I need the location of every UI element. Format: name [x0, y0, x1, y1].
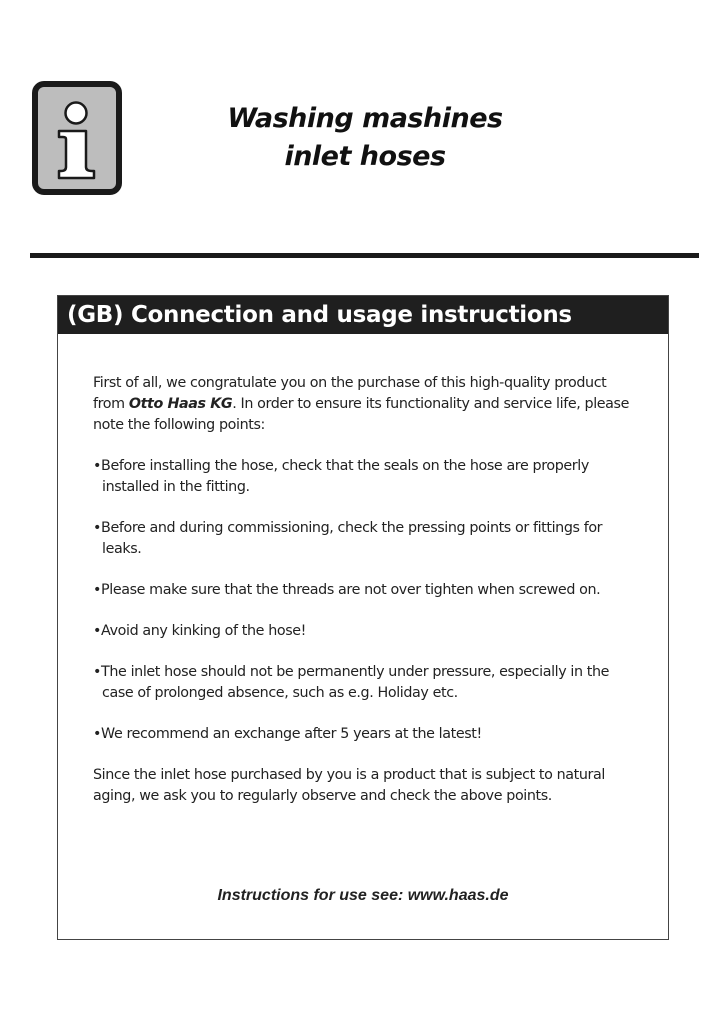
closing-paragraph: Since the inlet hose purchased by you is a product that is subject to natural aging, we ask you to regularly observe and check the above points. [93, 767, 605, 804]
list-item: • Avoid any kinking of the hose! [93, 621, 638, 642]
header-divider [30, 253, 699, 258]
list-item: • Please make sure that the threads are not over tighten when screwed on. [93, 580, 638, 601]
list-item: • Before installing the hose, check that the seals on the hose are properly installed in the fitting. [93, 456, 638, 498]
intro-text-continued: . In order to ensure its functionality and service life, please note the following points: [93, 396, 629, 433]
title-line-1: Washing mashines [227, 103, 503, 134]
title-line-2: inlet hoses [284, 141, 446, 172]
instructions-box [57, 295, 669, 940]
intro-text: First of all, we congratulate you on the purchase of this high-quality product from [93, 375, 607, 412]
document-title [200, 100, 530, 176]
info-icon [32, 81, 122, 195]
instruction-list [93, 456, 638, 745]
intro-paragraph [93, 373, 638, 436]
list-item: • Before and during commissioning, check the pressing points or fittings for leaks. [93, 518, 638, 560]
instructions-content [93, 373, 638, 807]
brand-name: Otto Haas KG [128, 396, 233, 412]
section-heading: (GB) Connection and usage instructions [58, 296, 668, 334]
list-item: • The inlet hose should not be permanently under pressure, especially in the case of prolonged absence, such as e.g. Holiday etc. [93, 662, 638, 704]
list-item: • We recommend an exchange after 5 years at the latest! [93, 724, 638, 745]
instructions-link-note: Instructions for use see: www.haas.de [217, 887, 509, 904]
